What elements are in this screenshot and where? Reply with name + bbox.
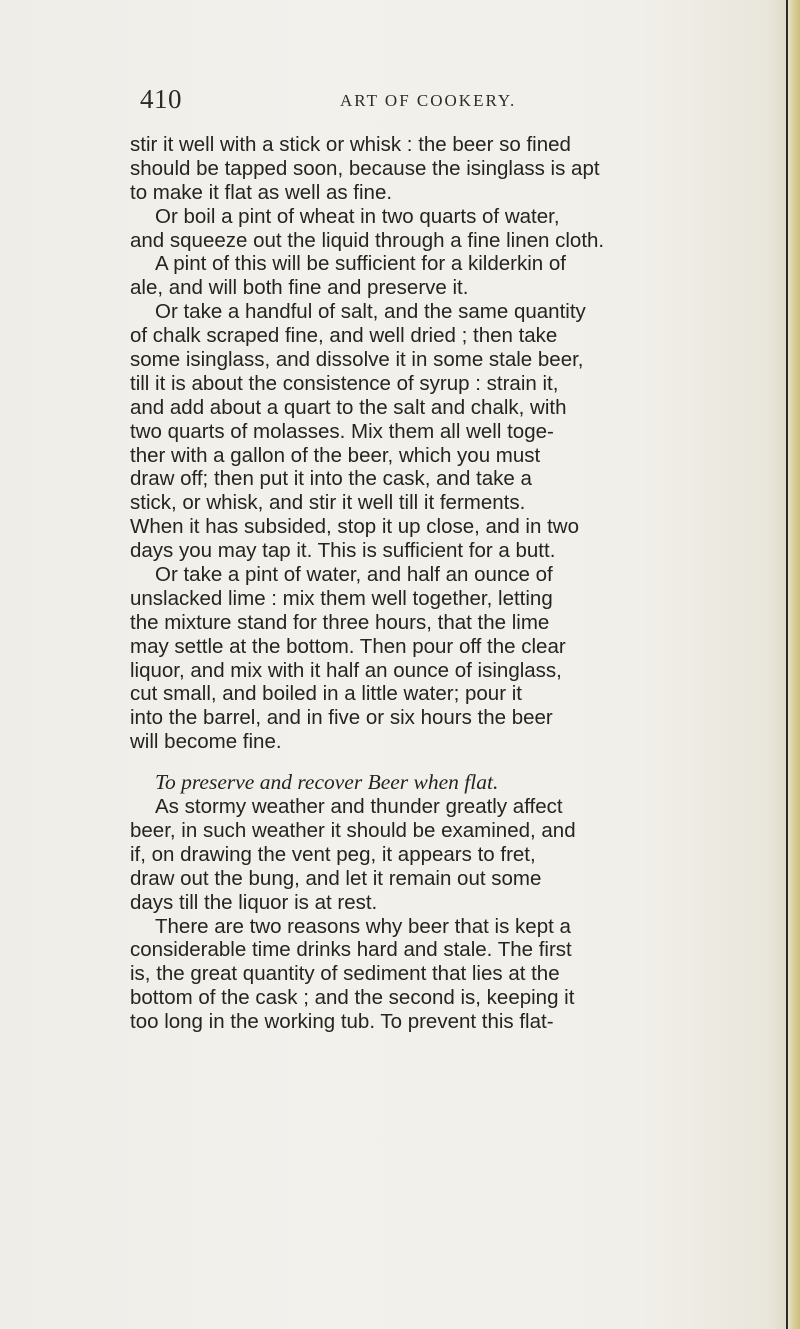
section-heading: To preserve and recover Beer when flat. xyxy=(155,770,499,795)
text-line: Or boil a pint of wheat in two quarts of water, xyxy=(155,204,560,228)
text-line: bottom of the cask ; and the second is, keeping it xyxy=(130,986,575,1010)
page-number: 410 xyxy=(140,84,182,114)
text-line: stir it well with a stick or whisk : the beer so fined xyxy=(130,133,571,156)
text-line: Or take a pint of water, and half an ounce of xyxy=(155,563,553,587)
text-line: stick, or whisk, and stir it well till it ferments. xyxy=(130,491,526,515)
text-line: considerable time drinks hard and stale. The first xyxy=(130,938,572,962)
text-line: unslacked lime : mix them well together, letting xyxy=(130,586,553,610)
text-line: draw off; then put it into the cask, and take a xyxy=(130,467,532,491)
text-line: ale, and will both fine and preserve it. xyxy=(130,276,469,300)
text-line: Or take a handful of salt, and the same quantity xyxy=(155,300,586,324)
text-line: should be tapped soon, because the isinglass is apt xyxy=(130,156,600,180)
text-line: draw out the bung, and let it remain out some xyxy=(130,866,542,890)
text-line: As stormy weather and thunder greatly affect xyxy=(155,795,563,819)
text-line: some isinglass, and dissolve it in some stale beer, xyxy=(130,348,584,372)
text-line: beer, in such weather it should be examined, and xyxy=(130,818,576,842)
text-line: the mixture stand for three hours, that the lime xyxy=(130,610,550,634)
page-edge xyxy=(788,0,800,1329)
text-line: till it is about the consistence of syrup : strain it, xyxy=(130,371,559,395)
text-line: into the barrel, and in five or six hours the beer xyxy=(130,706,553,730)
text-line: days till the liquor is at rest. xyxy=(130,890,378,914)
text-line: cut small, and boiled in a little water; pour it xyxy=(130,682,522,706)
text-line: and add about a quart to the salt and chalk, with xyxy=(130,395,567,419)
text-line: of chalk scraped fine, and well dried ; then take xyxy=(130,324,558,348)
text-line: ther with a gallon of the beer, which you must xyxy=(130,443,541,467)
text-line: When it has subsided, stop it up close, and in two xyxy=(130,515,579,539)
text-line: is, the great quantity of sediment that lies at the xyxy=(130,962,560,986)
page-edge-line xyxy=(786,0,788,1329)
text-line: to make it flat as well as fine. xyxy=(130,180,393,204)
text-line: will become fine. xyxy=(130,730,282,754)
body-text xyxy=(130,133,710,1034)
text-line: two quarts of molasses. Mix them all well toge- xyxy=(130,419,554,443)
text-line: may settle at the bottom. Then pour off the clear xyxy=(130,634,566,658)
text-line: and squeeze out the liquid through a fine linen cloth. xyxy=(130,228,605,252)
text-line: too long in the working tub. To prevent this flat- xyxy=(130,1010,554,1034)
text-line: A pint of this will be sufficient for a kilderkin of xyxy=(155,252,566,276)
text-line: There are two reasons why beer that is kept a xyxy=(155,914,571,938)
page-header xyxy=(140,84,780,120)
text-line: if, on drawing the vent peg, it appears to fret, xyxy=(130,842,536,866)
running-head: ART OF COOKERY. xyxy=(340,91,517,110)
text-line: liquor, and mix with it half an ounce of isinglass, xyxy=(130,658,562,682)
text-line: days you may tap it. This is sufficient for a butt. xyxy=(130,539,556,563)
